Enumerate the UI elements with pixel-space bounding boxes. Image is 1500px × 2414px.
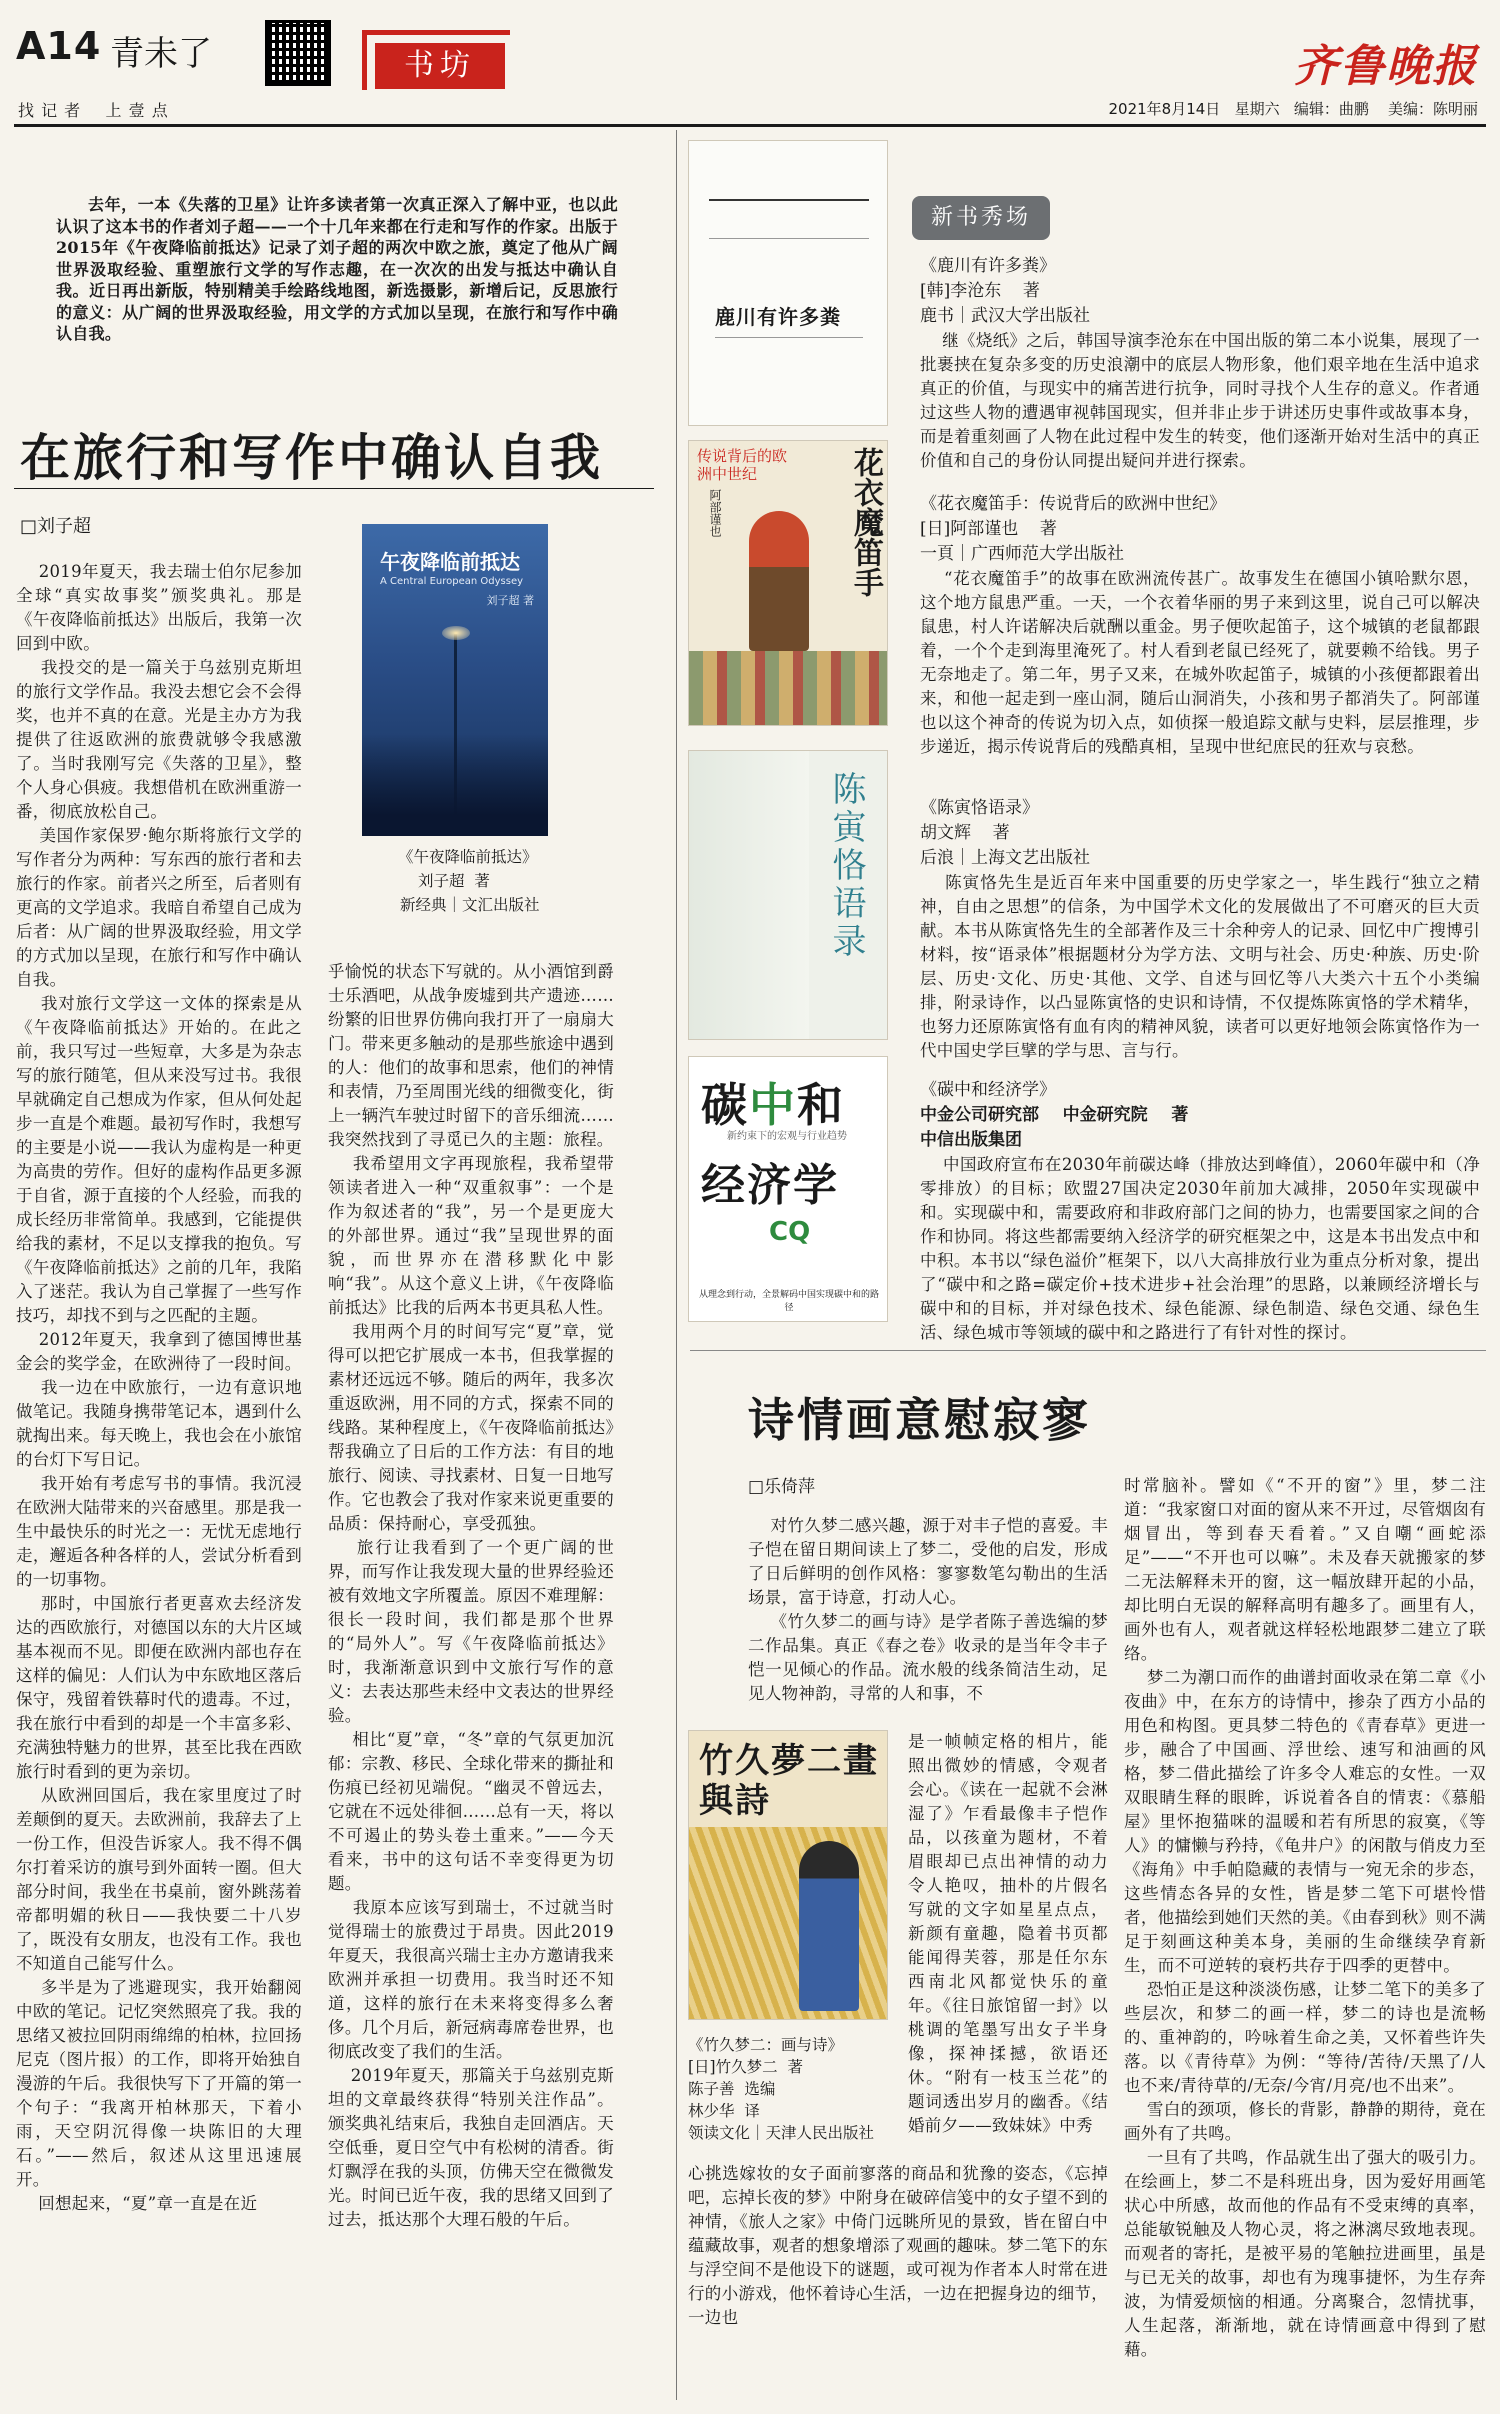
- book-4-title: 《碳中和经济学》: [920, 1080, 1056, 1100]
- book-cover-luchuan: [688, 140, 888, 426]
- poetry-column-1-bottom: 心挑选嫁妆的女子面前寥落的商品和犹豫的姿态，《忘掉吧，忘掉长夜的梦》中附身在破碎信笺中的女子望不到的神情，《旅人之家》中倚门远眺所见的景致，皆在留白中蕴藏故事，观者的想象增添了观画的趣味。梦二笔下的东与浮空间不是他设下的谜题，或可视为作者本人时常在进行的小游戏，他怀着诗心生活，一边在把握身边的细节，一边也: [688, 2164, 1108, 2327]
- book-1-desc: 继《烧纸》之后，韩国导演李沧东在中国出版的第二本小说集，展现了一批裹挟在复杂多变的历史浪潮中的底层人物形象，他们艰辛地在生活中追求真正的价值，与现实中的痛苦进行抗争，同时寻找个人生存的意义。作者通过这些人物的遭遇审视韩国现实，但并非止步于讲述历史事件或故事本身，而是着重刻画了人物在此过程中发生的转变，他们逐渐开始对生活中的真正价值和自己的身份认同提出疑问并进行探索。: [920, 331, 1480, 470]
- date-line: 2021年8月14日 星期六 编辑：曲鹏 美编：陈明丽: [1108, 100, 1478, 118]
- book-3-desc: 陈寅恪先生是近百年来中国重要的历史学家之一，毕生践行“独立之精神，自由之思想”的信条，为中国学术文化的发展做出了不可磨灭的巨大贡献。本书从陈寅恪先生的全部著作及三十余种旁人的记录、回忆中广搜博引材料，按“语录体”根据题材分为学方法、文明与社会、历史·种族、历史·阶层、历史·文化、历史·其他、文学、自述与回忆等八大类六十五个小类编排，附录诗作，以凸显陈寅恪的史识和诗情，不仅提炼陈寅恪的学术精华，也努力还原陈寅恪有血有肉的精神风貌，读者可以更好地领会陈寅恪作为一代中国史学巨擘的学与思、言与行。: [920, 873, 1480, 1060]
- cover-title: 竹久夢二畫與詩: [699, 1741, 879, 1821]
- book-cover-piper: [688, 440, 888, 726]
- newspaper-logo: 齐鲁晚报: [1294, 41, 1478, 92]
- poetry-column-1-mid: 是一帧帧定格的相片，能照出微妙的情感，令观者会心。《读在一起就不会淋湿了》乍看最像丰子恺作品，以孩童为题材，不着眉眼却已点出神情的动力令人艳叹，抽朴的片假名写就的文字如星星点点，新颜有童趣，隐着书页都能闻得芙蓉，那是任尔东西南北风都觉快乐的童年。《往日旅馆留一封》以桃调的笔墨写出女子半身像，探神揉撼，欲语还休。“附有一枝玉兰花”的题词透出岁月的幽香。《结婚前夕——致妹妹》中秀: [908, 1732, 1108, 2135]
- cover-lamp-glow-icon: [442, 626, 470, 640]
- cover-subtitle: 传说背后的欧洲中世纪: [697, 447, 788, 483]
- article-byline: □刘子超: [20, 516, 92, 537]
- section-rule: [690, 1350, 1486, 1351]
- book-3-publisher: 后浪｜上海文艺出版社: [920, 848, 1090, 868]
- poetry-byline: □乐倚萍: [748, 1477, 816, 1497]
- vertical-rule: [676, 130, 677, 2400]
- yumeji-caption-author: [日]竹久梦二 著: [688, 2058, 803, 2076]
- column-tab: [362, 30, 510, 90]
- cover-wash-band: [689, 751, 809, 1040]
- page-number: A14: [16, 24, 102, 68]
- title-rule: [14, 488, 654, 489]
- book-cover-carbon: [688, 1056, 888, 1322]
- cover-title-char: 碳: [701, 1078, 749, 1132]
- poetry-title: 诗情画意慰寂寥: [748, 1393, 1091, 1447]
- qr-code-icon: [265, 20, 331, 86]
- book-3-title: 《陈寅恪语录》: [920, 798, 1039, 818]
- cover-title: 鹿川有许多粪: [715, 305, 841, 329]
- cover-author-vertical: 阿部谨也: [708, 489, 722, 537]
- cover-title-line2: 经济学: [701, 1160, 839, 1211]
- cover-title-vertical: 花衣魔笛手: [848, 447, 883, 597]
- book-1-title: 《鹿川有许多粪》: [920, 256, 1056, 276]
- book-2-publisher: 一頁｜广西师范大学出版社: [920, 544, 1124, 564]
- intro-paragraph: 去年，一本《失落的卫星》让许多读者第一次真正深入了解中亚，也以此认识了这本书的作者刘子超——一个十几年来都在行走和写作的作家。出版于2015年《午夜降临前抵达》记录了刘子超的两次中欧之旅，奠定了他从广阔世界汲取经验、重塑旅行文学的写作志趣，在一次次的出发与抵达中确认自我。近日再出新版，特别精美手绘路线地图，新选摄影，新增后记，反思旅行的意义：从广阔的世界汲取经验，用文学的方式加以呈现，在旅行和写作中确认自我。: [56, 195, 618, 343]
- cover-divider: [715, 337, 863, 338]
- book-4-publisher: 中信出版集团: [920, 1130, 1022, 1150]
- poetry-column-2: 时常脑补。譬如《“不开的窗”》里，梦二注道：“我家窗口对面的窗从来不开过，尽管烟囱有烟冒出，等到春天看着。”又自嘲“画蛇添足”——“不开也可以嘛”。未及春天就搬家的梦二无法解释未开的窗，这一幅放肆开起的小品，却比明白无误的解释高明有趣多了。画里有人，画外也有人，观者就这样轻松地跟梦二建立了联络。 梦二为潮口而作的曲谱封面收录在第二章《小夜曲》中，在东方的诗情中，掺杂了西方小品的用色和构图。更具梦二特色的《青春草》更进一步，融合了中国画、浮世绘、速写和油画的风格，梦二借此描绘了许多令人难忘的女性。一双双眼睛生释的眼眸，诉说着各自的情衷：《慕船屋》里怀抱猫咪的温暖和若有所思的寂寞，《等人》的慵懒与矜持，《龟井户》的闲散与俏皮力至《海角》中手帕隐藏的表情与一宛无余的步态，这些情态各异的女性，皆是梦二笔下可堪怜惜者，他描绘到她们天然的美。《由春到秋》则不满足于刻画这种美本身，美丽的生命继续孕育新生，而不可逆转的衰朽共存于四季的更替中。 恐怕正是这种淡淡伤感，让梦二笔下的美多了些层次，和梦二的画一样，梦二的诗也是流畅的、重神韵的，吟咏着生命之美，又怀着些许失落。以《青待草》为例：“等待/苦待/天黑了/人也不来/青待草的/无奈/今宵/月亮/也不出来”。 雪白的颈项，修长的背影，静静的期待，竟在画外有了共鸣。 一旦有了共鸣，作品就生出了强大的吸引力。在绘画上，梦二不是科班出身，因为爱好用画笔状心中所感，故而他的作品有不受束缚的真率，总能敏锐触及人物心灵，将之淋漓尽致地表现。而观者的寄托，是被平易的笔触拉进画里，虽是与已无关的故事，却也有为瑰事捷怀，为生存奔波，为情爱烦恼的相通。分离聚合，忽情扰事，人生起落，渐渐地，就在诗情画意中得到了慰藉。: [1124, 1476, 1486, 2359]
- cover-caption-author: 刘子超 著: [418, 872, 490, 890]
- cover-caption-publisher: 新经典｜文汇出版社: [400, 896, 540, 914]
- cover-title-char-accent: 中: [749, 1078, 797, 1132]
- cover-figures-illustration: [709, 199, 869, 239]
- cover-title: 午夜降临前抵达: [380, 550, 520, 574]
- book-1-author: [韩]李沧东 著: [920, 281, 1040, 301]
- yumeji-caption-title: 《竹久梦二：画与诗》: [688, 2036, 844, 2054]
- cover-townsfolk-illustration: [689, 651, 888, 726]
- article-title: 在旅行和写作中确认自我: [20, 429, 603, 487]
- new-books-badge: 新书秀场: [912, 196, 1050, 240]
- section-name: 青未了: [110, 34, 212, 74]
- book-2-desc: “花衣魔笛手”的故事在欧洲流传甚广。故事发生在德国小镇哈默尔恩，这个地方鼠患严重。一天，一个衣着华丽的男子来到这里，说自己可以解决鼠患，村人许诺解决后就酬以重金。男子便吹起笛子，这个城镇的老鼠都跟着，一个个走到海里淹死了。村人看到老鼠已经死了，就要赖不给钱。男子无奈地走了。第二年，男子又来，在城外吹起笛子，城镇的小孩便都跟着出来，和他一起走到一座山洞，随后山洞消失，小孩和男子都消失了。阿部谨也以这个神奇的传说为切入点，如侦探一般追踪文献与史料，层层推理，步步递近，揭示传说背后的残酷真相，呈现中世纪庶民的狂欢与哀愁。: [920, 569, 1480, 756]
- cover-caption-title: 《午夜降临前抵达》: [398, 848, 538, 866]
- book-4-author: 中金公司研究部 中金研究院 著: [920, 1105, 1189, 1125]
- cover-piper-figure: [749, 511, 809, 651]
- cover-tree-silhouette: [362, 734, 548, 836]
- book-cover-yumeji: [688, 1730, 888, 2020]
- cover-subtitle: 新约束下的宏观与行业趋势: [727, 1131, 847, 1142]
- cover-title-line1: [701, 1069, 845, 1135]
- yumeji-caption-translator: 林少华 译: [688, 2102, 760, 2120]
- yumeji-caption-publisher: 领读文化｜天津人民出版社: [688, 2124, 875, 2142]
- book-4-desc: 中国政府宣布在2030年前碳达峰（排放达到峰值），2060年碳中和（净零排放）的目标；欧盟27国决定2030年前加大减排，2050年实现碳中和。实现碳中和，需要政府和非政府部门之间的协力，也需要国家之间的合作和协同。将这些都需要纳入经济学的研究框架之中，这是本书出发点中和中积。本书以“绿色溢价”框架下，以八大高排放行业为重点分析对象，提出了“碳中和之路=碳定价+技术进步+社会治理”的思路，以兼顾经济增长与碳中和的目标，并对绿色技术、绿色能源、绿色制造、绿色交通、绿色生活、绿色城市等领域的碳中和之路进行了有针对性的探讨。: [920, 1155, 1481, 1342]
- book-cover-chen: [688, 750, 888, 1040]
- cover-figure-illustration: [799, 1841, 859, 2011]
- cover-logo: CQ: [769, 1217, 811, 1247]
- column-badge: 书坊: [375, 43, 505, 89]
- poetry-column-1-top: 对竹久梦二感兴趣，源于对丰子恺的喜爱。丰子恺在留日期间读上了梦二，受他的启发，形成了日后鲜明的创作风格：寥寥数笔勾勒出的生活场景，富于诗意，打动人心。 《竹久梦二的画与诗》是学者陈子善选编的梦二作品集。真正《春之卷》收录的是当年令丰子恺一见倾心的作品。流水般的线条简洁生动，足见人物神韵，寻常的人和事，不: [748, 1516, 1108, 1703]
- book-2-author: [日]阿部谨也 著: [920, 519, 1057, 539]
- cover-subtitle: A Central European Odyssey: [380, 576, 524, 587]
- book-cover-midnight: [362, 524, 548, 836]
- article-column-2: 乎愉悦的状态下写就的。从小酒馆到爵士乐酒吧，从战争废墟到共产遗迹……纷繁的旧世界仿佛向我打开了一扇扇大门。带来更多触动的是那些旅途中遇到的人：他们的故事和思索，他们的神情和表情，乃至周围光线的细微变化，街上一辆汽车驶过时留下的音乐细流……我突然找到了寻觅已久的主题：旅程。 我希望用文字再现旅程，我希望带领读者进入一种“双重叙事”：一个是作为叙述者的“我”，另一个是更庞大的外部世界。通过“我”呈现世界的面貌，而世界亦在潜移默化中影响“我”。从这个意义上讲，《午夜降临前抵达》比我的后两本书更具私人性。 我用两个月的时间写完“夏”章，觉得可以把它扩展成一本书，但我掌握的素材还远远不够。随后的两年，我多次重返欧洲，用不同的方式，探索不同的线路。某种程度上，《午夜降临前抵达》帮我确立了日后的工作方法：有目的地旅行、阅读、寻找素材、日复一日地写作。它也教会了我对作家来说更重要的品质：保持耐心，享受孤独。 旅行让我看到了一个更广阔的世界，而写作让我发现大量的世界经验还被有效地文字所覆盖。原因不难理解：很长一段时间，我们都是那个世界的“局外人”。写《午夜降临前抵达》时，我渐渐意识到中文旅行写作的意义：去表达那些未经中文表达的世界经验。 相比“夏”章，“冬”章的气氛更加沉郁：宗教、移民、全球化带来的撕扯和伤痕已经初见端倪。“幽灵不曾远去，它就在不远处徘徊……总有一天，将以不可遏止的势头卷土重来。”——今天看来，书中的这句话不幸变得更为切题。 我原本应该写到瑞士，不过就当时觉得瑞士的旅费过于昂贵。因此2019年夏天，我很高兴瑞士主办方邀请我来欧洲并承担一切费用。我当时还不知道，这样的旅行在未来将变得多么奢侈。几个月后，新冠病毒席卷世界，也彻底改变了我们的生活。 2019年夏天，那篇关于乌兹别克斯坦的文章最终获得“特别关注作品”。颁奖典礼结束后，我独自走回酒店。天空低垂，夏日空气中有松树的清香。街灯飘浮在我的头顶，仿佛天空在微微发光。时间已近午夜，我的思绪又回到了过去，抵达那个大理石般的午后。: [328, 962, 614, 2229]
- cover-tagline: 从理念到行动，全景解码中国实现碳中和的路径: [698, 1290, 879, 1313]
- cover-title-vertical: 陈寅恪语录: [826, 771, 866, 961]
- contact-line: 找 记 者 上 壹 点: [18, 101, 169, 120]
- article-column-1: 2019年夏天，我去瑞士伯尔尼参加全球“真实故事奖”颁奖典礼。那是《午夜降临前抵达》出版后，我第一次回到中欧。 我投交的是一篇关于乌兹别克斯坦的旅行文学作品。我没去想它会不会得奖，也并不真的在意。光是主办方为我提供了往返欧洲的旅费就够令我感激了。当时我刚写完《失落的卫星》，整个人身心俱疲。我想借机在欧洲重游一番，彻底放松自己。 美国作家保罗·鲍尔斯将旅行文学的写作者分为两种：写东西的旅行者和去旅行的作家。前者兴之所至，后者则有更高的文学追求。我暗自希望自己成为后者：从广阔的世界汲取经验，用文学的方式加以呈现，在旅行和写作中确认自我。 我对旅行文学这一文体的探索是从《午夜降临前抵达》开始的。在此之前，我只写过一些短章，大多是为杂志写的旅行随笔，但从来没写过书。我很早就确定自己想成为作家，但从何处起步一直是个难题。最初写作时，我想写的主要是小说——我认为虚构是一种更为高贵的劳作。但好的虚构作品更多源于自省，源于直接的个人经验，而我的成长经历非常简单。我感到，它能提供给我的素材，不足以支撑我的抱负。写《午夜降临前抵达》之前的几年，我陷入了迷茫。我认为自己掌握了一些写作技巧，却找不到与之匹配的主题。 2012年夏天，我拿到了德国博世基金会的奖学金，在欧洲待了一段时间。 我一边在中欧旅行，一边有意识地做笔记。我随身携带笔记本，遇到什么就掏出来。每天晚上，我也会在小旅馆的台灯下写日记。 我开始有考虑写书的事情。我沉浸在欧洲大陆带来的兴奋感里。那是我一生中最快乐的时光之一：无忧无虑地行走，邂逅各种各样的人，尝试分析看到的一切事物。 那时，中国旅行者更喜欢去经济发达的西欧旅行，对德国以东的大片区域基本视而不见。即便在欧洲内部也存在这样的偏见：人们认为中东欧地区落后保守，残留着铁幕时代的遗毒。不过，我在旅行中看到的却是一个丰富多彩、充满独特魅力的世界，甚至比我在西欧旅行时看到的更为亲切。 从欧洲回国后，我在家里度过了时差颠倒的夏天。去欧洲前，我辞去了上一份工作，但没告诉家人。我不得不偶尔打着采访的旗号到外面转一圈。但大部分时间，我坐在书桌前，窗外跳荡着帝都明媚的秋日——我快要二十八岁了，既没有女朋友，也没有工作。我也不知道自己能写什么。 多半是为了逃避现实，我开始翻阅中欧的笔记。记忆突然照亮了我。我的思绪又被拉回阴雨绵绵的柏林，拉回扬尼克（图片报）的工作，即将开始独自漫游的午后。我很快写下了开篇的第一个句子：“我离开柏林那天，下着小雨，天空阴沉得像一块陈旧的大理石。”——然后，叙述从这里迅速展开。 回想起来，“夏”章一直是在近: [16, 562, 302, 2213]
- yumeji-caption-editor: 陈子善 选编: [688, 2080, 776, 2098]
- book-1-publisher: 鹿书｜武汉大学出版社: [920, 306, 1090, 326]
- cover-author: 刘子超 著: [486, 594, 534, 607]
- header-rule: [14, 124, 1486, 127]
- book-3-author: 胡文辉 著: [920, 823, 1010, 843]
- book-2-title: 《花衣魔笛手：传说背后的欧洲中世纪》: [920, 494, 1226, 514]
- cover-title-char: 和: [797, 1078, 845, 1132]
